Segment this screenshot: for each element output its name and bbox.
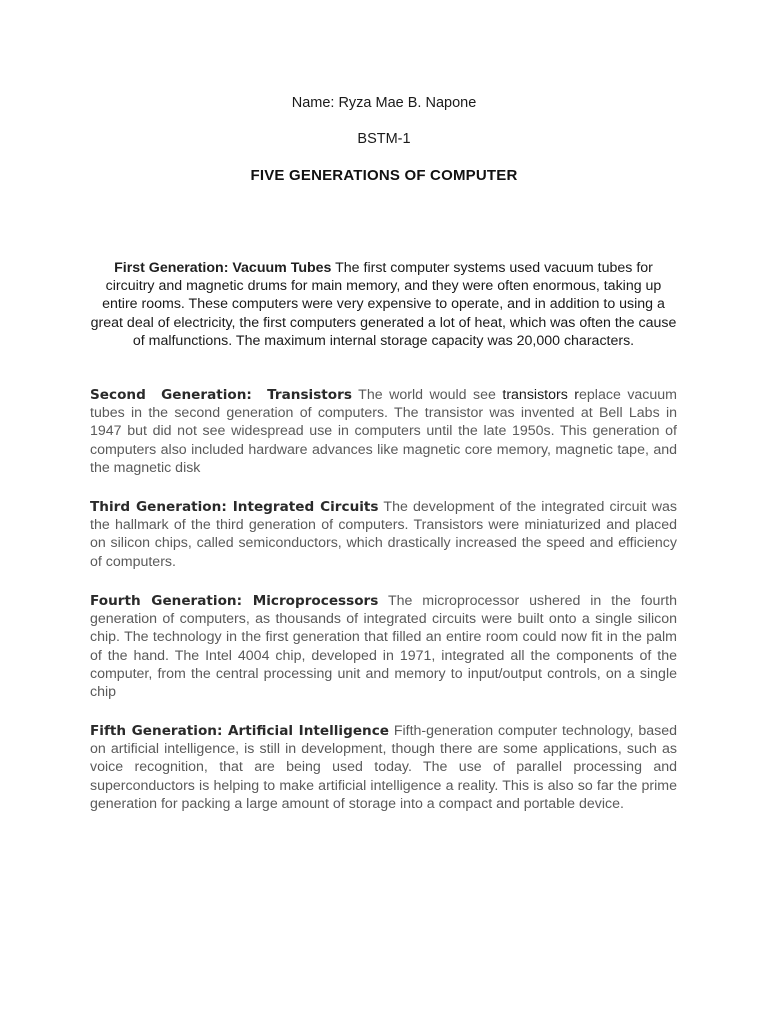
section-body: The microprocessor ushered in the fourth generation of computers, as thousands of integrated circuits were built onto a single silicon chip. The technology in the first generation that filled an entire room could now fit in the palm of the hand. The Intel 4004 chip, developed in 1971, integrated all the components of the computer, from the central processing unit and memory to input/output controls, on a single chip xyxy=(90,593,677,701)
student-name: Name: Ryza Mae B. Napone xyxy=(291,95,477,111)
section-fifth-generation xyxy=(90,722,677,813)
section-heading: Fifth Generation: Artificial Intelligence xyxy=(90,723,389,739)
section-third-generation xyxy=(90,498,677,571)
section-heading: Fourth Generation: Microprocessors xyxy=(90,593,379,609)
student-course: BSTM-1 xyxy=(357,131,411,147)
section-first-generation xyxy=(90,259,677,350)
section-body: Fifth-generation computer technology, based on artificial intelligence, is still in development, though there are some applications, such as voice recognition, that are being used today. The use of parallel processing and superconductors is helping to make artificial intelligence a reality. This is also so far the prime generation for packing a large amount of storage into a compact and portable device. xyxy=(90,723,677,812)
highlighted-term: transistors r xyxy=(502,387,580,403)
section-heading: First Generation: Vacuum Tubes xyxy=(114,260,332,276)
section-heading: Third Generation: Integrated Circuits xyxy=(90,499,379,515)
section-body-continued: eplace vacuum tubes in the second generation of computers. The transistor was invented at Bell Labs in 1947 but did not see widespread use in computers until the late 1950s. This generation of computers also included hardware advances like magnetic core memory, magnetic tape, and the magnetic disk xyxy=(90,387,677,476)
document-title: FIVE GENERATIONS OF COMPUTER xyxy=(250,167,518,184)
section-body: The world would see xyxy=(351,387,503,403)
section-body: The development of the integrated circuit was the hallmark of the third generation of computers. Transistors were miniaturized and placed on silicon chips, called semiconductors, which drastically increased the speed and efficiency of computers. xyxy=(90,499,677,570)
section-heading: Second Generation: Transistors xyxy=(90,387,352,403)
section-second-generation xyxy=(90,386,677,477)
section-fourth-generation xyxy=(90,592,677,701)
section-body: The first computer systems used vacuum tubes for circuitry and magnetic drums for main memory, and they were often enormous, taking up entire rooms. These computers were very expensive to operate, and in addition to using a great deal of electricity, the first computers generated a lot of heat, which was often the cause of malfunctions. The maximum internal storage capacity was 20,000 characters. xyxy=(90,260,677,349)
